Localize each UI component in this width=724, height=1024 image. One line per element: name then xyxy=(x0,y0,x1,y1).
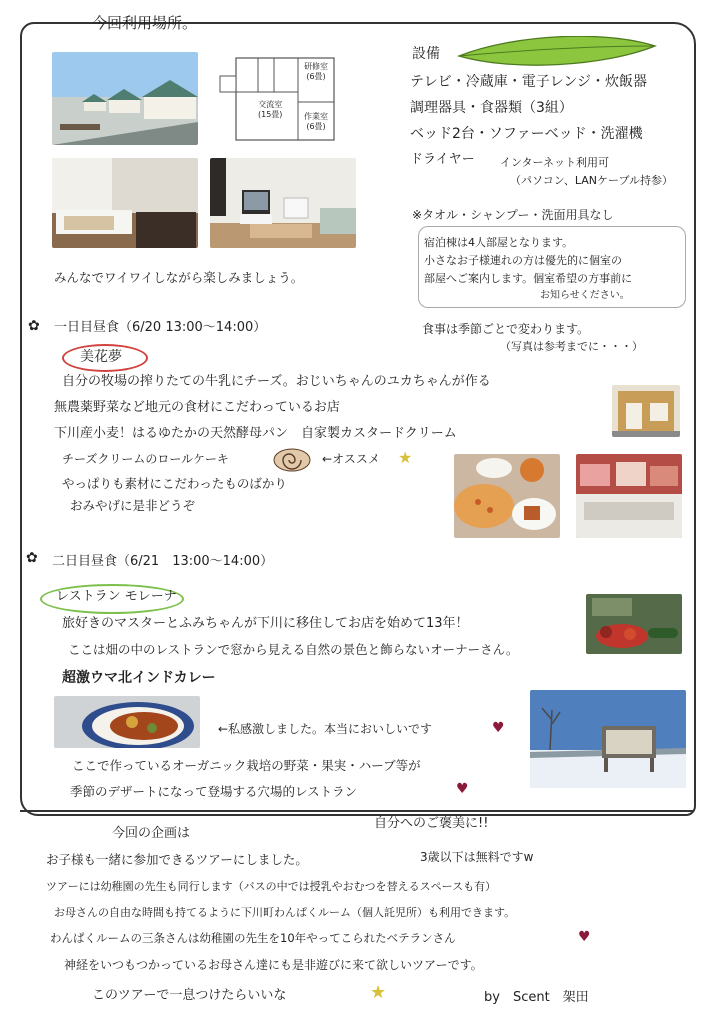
facilities-line-4b: インターネット利用可 xyxy=(500,156,610,169)
footer-reward: 自分へのご褒美に!! xyxy=(374,816,489,831)
facilities-note: ※タオル・シャンプー・洗面用具なし xyxy=(412,208,614,222)
facilities-line-1: テレビ・冷蔵庫・電子レンジ・炊飯器 xyxy=(410,74,648,90)
day2-line-1: 旅好きのマスターとふみちゃんが下川に移住してお店を始めて13年！ xyxy=(62,616,469,631)
room-3-name: 作業室 (6畳) xyxy=(304,112,328,131)
day2-line-4: ここで作っているオーガニック栽培の野菜・果実・ハーブ等が xyxy=(72,758,421,773)
lodging-note-4: お知らせください。 xyxy=(540,290,630,301)
facilities-line-2: 調理器具・食器類（3組） xyxy=(410,100,573,116)
footer-line-4: わんぱくルームの三条さんは幼稚園の先生を10年やってこられたベテランさん xyxy=(50,931,456,945)
cabins-photo xyxy=(52,52,198,145)
caption-fun: みんなでワイワイしながら楽しみましょう。 xyxy=(54,270,304,285)
meal-note-2: （写真は参考までに・・・） xyxy=(500,340,643,353)
day2-restaurant-name: レストラン モレーナ xyxy=(56,589,177,604)
footer-line-6: このツアーで一息つけたらいいな xyxy=(92,988,287,1003)
star-icon-2: ★ xyxy=(370,982,387,1003)
footer-line-1: お子様も一緒に参加できるツアーにしました。 xyxy=(46,852,308,867)
day2-heading: 二日目昼食（6/21 13:00〜14:00） xyxy=(52,554,274,569)
day2-line-5: 季節のデザートになって登場する穴場的レストラン xyxy=(70,784,358,799)
page-title: 今回利用場所。 xyxy=(92,14,198,32)
living-room-photo xyxy=(210,158,356,248)
facilities-heading: 設備 xyxy=(412,46,440,62)
shop-interior-photo xyxy=(576,454,682,538)
lodging-note-3: 部屋へご案内します。個室希望の方事前に xyxy=(424,272,633,285)
floor-plan xyxy=(218,54,338,144)
winter-sign-photo xyxy=(530,690,686,788)
day1-line-3: 下川産小麦！はるゆたかの天然酵母パン 自家製カスタードクリーム xyxy=(54,426,457,441)
meal-note-1: 食事は季節ごとで変わります。 xyxy=(422,322,590,336)
day2-recommend: ←私感激しました。本当においしいです xyxy=(218,722,433,736)
day1-line-1: 自分の牧場の搾りたての牛乳にチーズ。おじいちゃんのユカちゃんが作る xyxy=(62,374,491,389)
facilities-line-4a: ドライヤー xyxy=(410,152,475,167)
star-icon: ★ xyxy=(398,448,413,467)
leaf-illustration xyxy=(455,36,660,72)
day2-line-2: ここは畑の中のレストランで窓から見える自然の景色と飾らないオーナーさん。 xyxy=(68,642,519,657)
facilities-line-3: ベッド2台・ソファーベッド・洗濯機 xyxy=(410,126,643,142)
lodging-note-2: 小さなお子様連れの方は優先的に個室の xyxy=(424,254,622,267)
flower-icon: ✿ xyxy=(28,318,40,334)
day2-line-3: 超激ウマ北インドカレー xyxy=(62,670,216,686)
room-2-name: 交流室 (15畳) xyxy=(258,100,283,119)
curry-photo xyxy=(54,696,200,748)
day1-line-6: おみやげに是非どうぞ xyxy=(70,498,196,513)
footer-heading: 今回の企画は xyxy=(112,826,191,841)
footer-line-5: 神経をいつもつかっているお母さん達にも是非遊びに来て欲しいツアーです。 xyxy=(64,958,483,972)
flower-icon-2: ✿ xyxy=(26,550,38,566)
bedroom-photo xyxy=(52,158,198,248)
heart-icon-2: ♥ xyxy=(456,781,469,797)
roll-cake-icon xyxy=(272,447,312,473)
footer-line-1b: 3歳以下は無料ですw xyxy=(420,850,534,864)
facilities-line-5: （パソコン、LANケーブル持参） xyxy=(510,174,674,187)
day1-restaurant-name: 美花夢 xyxy=(80,349,122,365)
day1-recommend: ←オススメ xyxy=(322,452,380,466)
pizza-photo xyxy=(454,454,560,538)
bimukamu-shop-photo xyxy=(612,385,680,437)
footer-divider xyxy=(20,810,694,812)
day1-line-2: 無農薬野菜など地元の食材にこだわっているお店 xyxy=(54,400,340,415)
heart-icon: ♥ xyxy=(492,720,505,736)
day1-line-4: チーズクリームのロールケーキ xyxy=(62,452,229,466)
footer-line-3: お母さんの自由な時間も持てるように下川町わんぱくルーム（個人託児所）も利用できます。 xyxy=(54,906,516,919)
room-1-name: 研修室 (6畳) xyxy=(304,62,328,81)
lodging-note-1: 宿泊棟は4人部屋となります。 xyxy=(424,236,574,249)
day1-heading: 一日目昼食（6/20 13:00〜14:00） xyxy=(54,320,267,335)
day1-line-5: やっぱりも素材にこだわったものばかり xyxy=(62,476,287,491)
heart-icon-3: ♥ xyxy=(578,929,591,945)
author-signature: by Scent 架田 xyxy=(484,990,589,1005)
vegetables-photo xyxy=(586,594,682,654)
footer-line-2: ツアーには幼稚園の先生も同行します（バスの中では授乳やおむつを替えるスペースも有） xyxy=(46,880,497,893)
